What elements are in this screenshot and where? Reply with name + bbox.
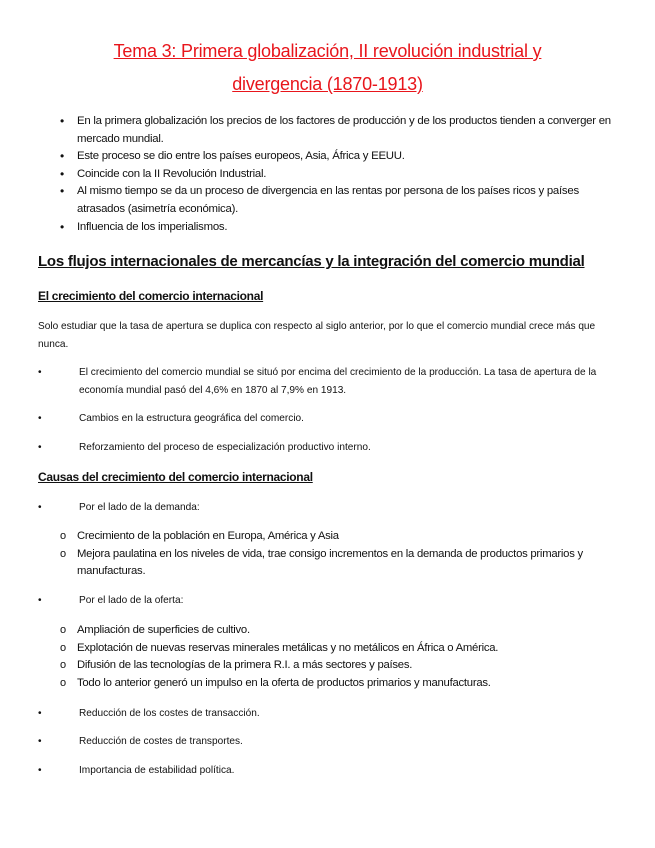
intro-bullet: • Al mismo tiempo se da un proceso de divergencia en las rentas por persona de los países ricos y países atrasados (asimetría económica). — [60, 183, 620, 218]
demanda-sublist — [60, 528, 620, 581]
crecimiento-bullet: • Cambios en la estructura geográfica del comercio. — [38, 410, 618, 428]
document-title-line-1: Tema 3: Primera globalización, II revolución industrial y — [113, 41, 542, 61]
causa-bullet — [38, 705, 618, 723]
causa-bullet — [38, 733, 618, 751]
subsection-paragraph: Solo estudiar que la tasa de apertura se duplica con respecto al siglo anterior, por lo que el comercio mundial crece más que nunca. — [38, 321, 596, 350]
subsection-heading-causas: Causas del crecimiento del comercio internacional — [38, 470, 313, 484]
intro-bullet: • Coincide con la II Revolución Industrial. — [60, 166, 620, 184]
oferta-bullet — [38, 592, 618, 610]
intro-bullet: • Influencia de los imperialismos. — [60, 219, 620, 237]
crecimiento-bullet-list — [38, 364, 618, 400]
intro-bullet-list — [60, 113, 620, 236]
crecimiento-bullet-list-2 — [38, 410, 618, 428]
causa-item: • Reducción de los costes de transacción. — [38, 705, 618, 723]
causa-bullet — [38, 762, 618, 780]
oferta-item: o Explotación de nuevas reservas minerales metálicas y no metálicos en África o América. — [60, 640, 620, 658]
document-title-line-2: divergencia (1870-1913) — [232, 74, 423, 94]
oferta-item: o Difusión de las tecnologías de la primera R.I. a más sectores y países. — [60, 657, 620, 675]
subsection-heading-crecimiento: El crecimiento del comercio internacional — [38, 289, 264, 303]
crecimiento-bullet: • El crecimiento del comercio mundial se situó por encima del crecimiento de la producción. La tasa de apertura de la economía mundial pasó del 4,6% en 1870 al 7,9% en 1913. — [38, 364, 618, 400]
oferta-label: • Por el lado de la oferta: — [38, 592, 618, 610]
oferta-item: o Todo lo anterior generó un impulso en la oferta de productos primarios y manufacturas. — [60, 675, 620, 693]
section-heading: Los flujos internacionales de mercancías y la integración del comercio mundial — [38, 253, 585, 270]
causa-item: • Importancia de estabilidad política. — [38, 762, 618, 780]
oferta-sublist — [60, 622, 620, 692]
intro-bullet: • En la primera globalización los precios de los factores de producción y de los productos tienden a converger en mercado mundial. — [60, 113, 620, 148]
intro-bullet: • Este proceso se dio entre los países europeos, Asia, África y EEUU. — [60, 148, 620, 166]
demanda-bullet — [38, 499, 618, 517]
demanda-label: • Por el lado de la demanda: — [38, 499, 618, 517]
crecimiento-bullet-list-3 — [38, 439, 618, 457]
causa-item: • Reducción de costes de transportes. — [38, 733, 618, 751]
demanda-item: o Crecimiento de la población en Europa, América y Asia — [60, 528, 620, 546]
crecimiento-bullet: • Reforzamiento del proceso de especialización productivo interno. — [38, 439, 618, 457]
oferta-item: o Ampliación de superficies de cultivo. — [60, 622, 620, 640]
demanda-item: o Mejora paulatina en los niveles de vida, trae consigo incrementos en la demanda de productos primarios y manufacturas. — [60, 546, 620, 581]
